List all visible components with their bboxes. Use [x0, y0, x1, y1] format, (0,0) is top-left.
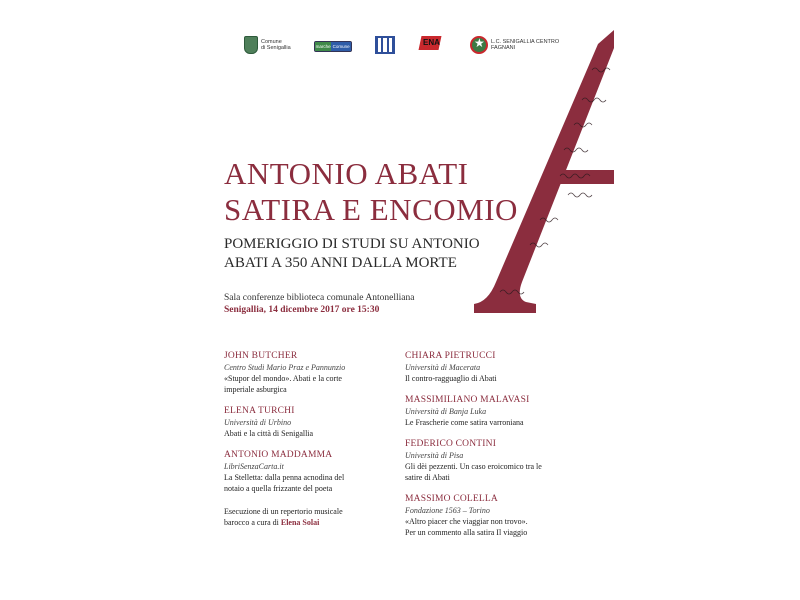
logo-text: L.C. SENIGALLIA CENTRO	[491, 39, 560, 45]
speaker-name: ANTONIO MADDAMMA	[224, 450, 333, 460]
speaker-name: JOHN BUTCHER	[224, 351, 298, 361]
speaker-name: MASSIMO COLELLA	[405, 494, 498, 504]
talk-title: Abati e la città di Senigallia	[224, 429, 314, 438]
talk-title: Gli dèi pezzenti. Un caso eroicomico tra le	[405, 462, 542, 471]
speaker-name: MASSIMILIANO MALAVASI	[405, 395, 530, 405]
talk-title: «Stupor del mondo». Abati e la corte	[224, 374, 342, 383]
talk-title: Per un commento alla satira Il viaggio	[405, 528, 528, 537]
speaker-affiliation: Università di Pisa	[405, 451, 464, 460]
speaker-affiliation: Università di Macerata	[405, 363, 481, 372]
talk-title: imperiale asburgica	[224, 385, 287, 394]
speaker-name: FEDERICO CONTINI	[405, 439, 497, 449]
speaker-affiliation: Fondazione 1563 – Torino	[405, 506, 490, 515]
comune-senigallia-logo	[244, 36, 291, 54]
speaker-entry	[224, 405, 394, 439]
page-title	[224, 156, 518, 228]
crest-icon	[244, 36, 258, 54]
note-line: barocco a cura di	[224, 518, 279, 527]
logo-text: FAGNANI	[491, 45, 516, 51]
speaker-entry	[405, 493, 575, 538]
ena-logo	[420, 36, 444, 54]
music-note	[224, 506, 394, 528]
venue-text: Sala conferenze biblioteca comunale Antonelliana	[224, 293, 415, 303]
speaker-entry	[405, 350, 575, 384]
logo-text: Comune	[261, 39, 282, 45]
speaker-affiliation: LibriSenzaCarta.it	[224, 462, 284, 471]
speaker-affiliation: Università di Banja Luka	[405, 407, 487, 416]
logo-text: ENA	[423, 38, 440, 47]
speaker-affiliation: Università di Urbino	[224, 418, 292, 427]
note-line: Esecuzione di un repertorio musicale	[224, 507, 343, 516]
title-line: SATIRA E ENCOMIO	[224, 192, 518, 227]
speakers-left-column	[224, 350, 394, 528]
talk-title: La Stelletta: dalla penna acnodina del	[224, 473, 345, 482]
speaker-name: CHIARA PIETRUCCI	[405, 351, 496, 361]
speaker-entry	[405, 394, 575, 428]
talk-title: «Altro piacer che viaggiar non trovo».	[405, 517, 528, 526]
talk-title: Il contro-ragguaglio di Abati	[405, 374, 497, 383]
speaker-entry	[224, 449, 394, 494]
partner-logo	[314, 41, 352, 52]
speaker-name: ELENA TURCHI	[224, 406, 295, 416]
logo-text: marche	[315, 44, 331, 49]
logo-text: di Senigallia	[261, 45, 291, 51]
biblioteca-logo	[375, 36, 395, 54]
logo-text: Comune	[332, 44, 350, 49]
title-line: ANTONIO ABATI	[224, 156, 469, 191]
subtitle-line: POMERIGGIO DI STUDI SU ANTONIO	[224, 236, 480, 252]
subtitle-line: ABATI A 350 ANNI DALLA MORTE	[224, 255, 457, 271]
subtitle	[224, 235, 480, 273]
ena-icon	[420, 36, 444, 54]
talk-title: satire di Abati	[405, 473, 450, 482]
speakers-right-column	[405, 350, 575, 548]
talk-title: notaio a quella frizzante del poeta	[224, 484, 333, 493]
speaker-affiliation: Centro Studi Mario Praz e Pannunzio	[224, 363, 346, 372]
speaker-entry	[224, 350, 394, 395]
speaker-entry	[405, 438, 575, 483]
event-date: Senigallia, 14 dicembre 2017 ore 15:30	[224, 305, 380, 315]
talk-title: Le Frascherie come satira varroniana	[405, 418, 524, 427]
performer-name: Elena Solai	[280, 518, 320, 527]
pillars-icon	[375, 36, 395, 54]
